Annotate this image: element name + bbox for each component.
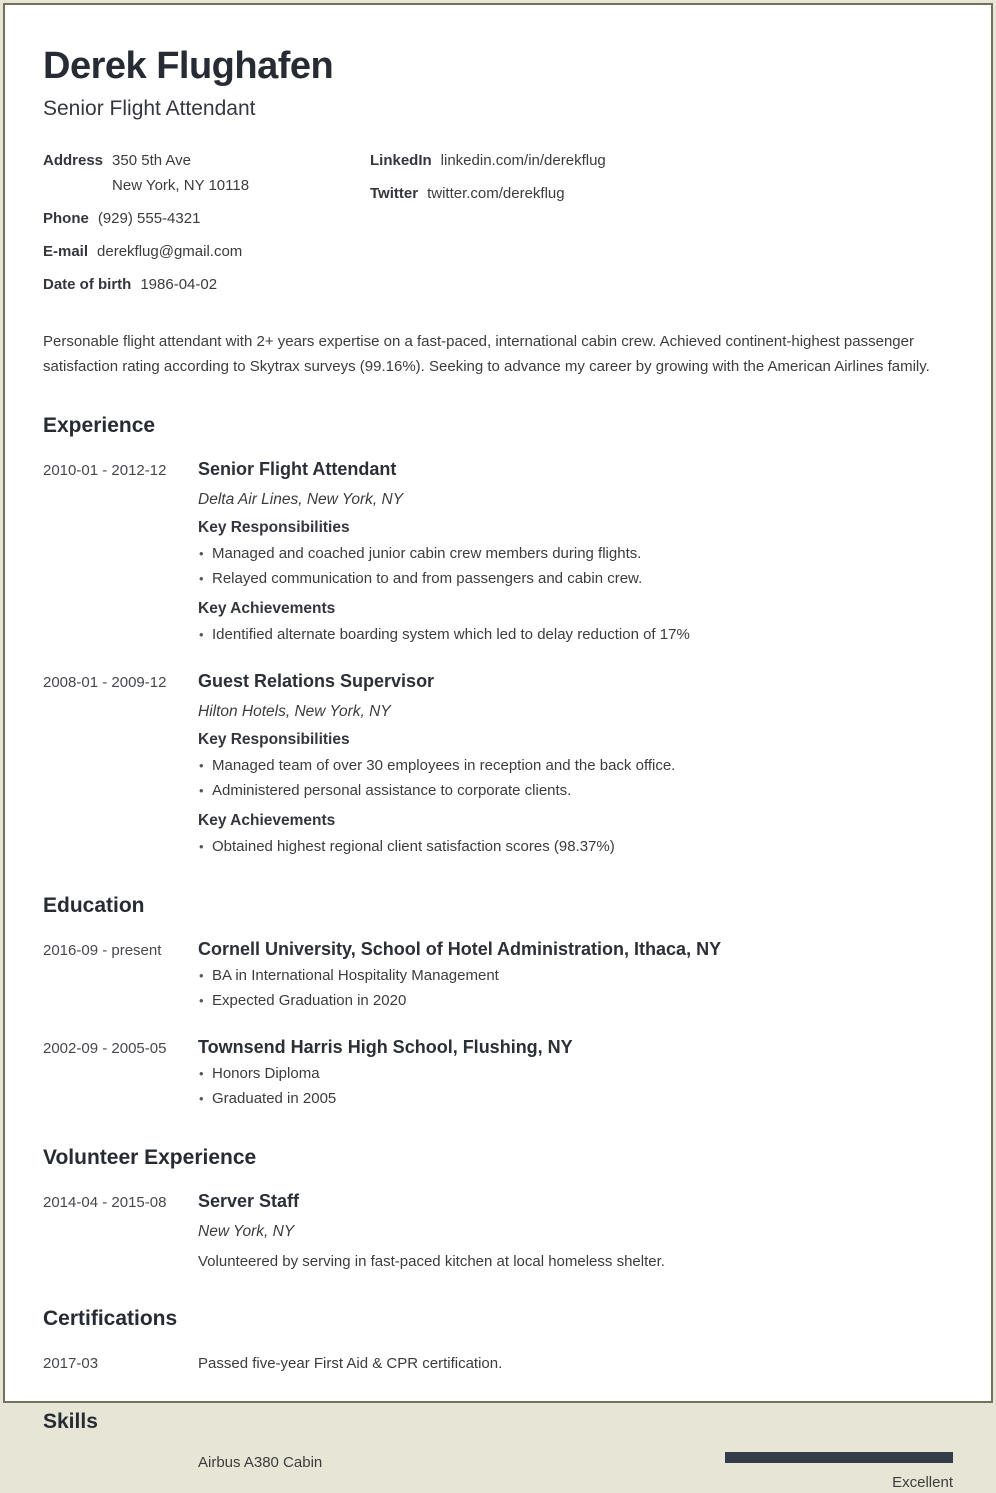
- bullet-item: • Identified alternate boarding system which led to delay reduction of 17%: [198, 622, 953, 647]
- contact-column-right: [370, 148, 953, 305]
- education-entry: [43, 1036, 953, 1111]
- skill-gutter: [43, 1452, 198, 1493]
- education-section: [43, 894, 953, 1111]
- linkedin-value: linkedin.com/in/derekflug: [440, 151, 606, 169]
- education-entries: [43, 938, 953, 1111]
- volunteer-entry: [43, 1190, 953, 1272]
- skill-level-bar-fill: [725, 1452, 953, 1463]
- bullet-item: • Honors Diploma: [198, 1061, 953, 1086]
- phone-value: (929) 555-4321: [97, 209, 201, 227]
- address-line1: 350 5th Ave: [112, 151, 191, 169]
- resume-header: [43, 45, 953, 121]
- skill-level-bar: [725, 1452, 953, 1463]
- address-line2: New York, NY 10118: [112, 176, 250, 194]
- experience-entry: [43, 670, 953, 859]
- bullet-item: • Managed team of over 30 employees in reception and the back office.: [198, 753, 953, 778]
- bullet-item: • Graduated in 2005: [198, 1086, 953, 1111]
- experience-entries: [43, 458, 953, 859]
- bullet-item: • Obtained highest regional client satisfaction scores (98.37%): [198, 834, 953, 859]
- volunteer-entries: [43, 1190, 953, 1272]
- achievements-label: Key Achievements: [198, 599, 336, 617]
- address-label: Address: [43, 151, 104, 169]
- certifications-section: [43, 1307, 953, 1375]
- skill-name: Airbus A380 Cabin: [198, 1454, 323, 1472]
- entry-title: Guest Relations Supervisor: [198, 670, 435, 691]
- bullet-item: • Managed and coached junior cabin crew members during flights.: [198, 541, 953, 566]
- entry-company: Delta Air Lines, New York, NY: [198, 490, 404, 508]
- entry-dates: 2014-04 - 2015-08: [43, 1194, 167, 1212]
- skill-level-label: Excellent: [892, 1474, 953, 1492]
- experience-heading: Experience: [43, 413, 156, 437]
- professional-summary: Personable flight attendant with 2+ years expertise on a fast-paced, international cabin crew. Achieved continent-highest passenger satisfaction rating according to Skytrax surveys (99.16%). Seeking to advance my career by growing with the American Airlines family.: [43, 332, 930, 375]
- responsibilities-list: [198, 753, 953, 803]
- entry-title: Cornell University, School of Hotel Administration, Ithaca, NY: [198, 939, 722, 960]
- skills-section: [43, 1410, 953, 1493]
- contact-column-left: [43, 148, 370, 305]
- volunteer-section: [43, 1146, 953, 1272]
- achievements-list: [198, 834, 953, 859]
- entry-title: Townsend Harris High School, Flushing, NY: [198, 1037, 573, 1058]
- education-bullets: [198, 1061, 953, 1111]
- contact-address-row: [43, 148, 370, 198]
- entry-description: Volunteered by serving in fast-paced kitchen at local homeless shelter.: [198, 1253, 665, 1271]
- dob-value: 1986-04-02: [140, 275, 218, 293]
- linkedin-label: LinkedIn: [370, 151, 432, 169]
- entry-dates: 2002-09 - 2005-05: [43, 1040, 167, 1058]
- entry-location: New York, NY: [198, 1223, 295, 1241]
- skill-meter: [725, 1452, 953, 1493]
- twitter-label: Twitter: [370, 184, 419, 202]
- person-job-title: Senior Flight Attendant: [43, 96, 256, 120]
- education-bullets: [198, 963, 953, 1013]
- experience-section: [43, 414, 953, 859]
- responsibilities-label: Key Responsibilities: [198, 518, 350, 536]
- dob-label: Date of birth: [43, 275, 132, 293]
- bullet-item: • BA in International Hospitality Management: [198, 963, 953, 988]
- experience-entry: [43, 458, 953, 647]
- contact-twitter-row: [370, 181, 953, 206]
- twitter-value: twitter.com/derekflug: [427, 184, 565, 202]
- bullet-item: • Administered personal assistance to corporate clients.: [198, 778, 953, 803]
- education-entry: [43, 938, 953, 1013]
- skill-row: [43, 1452, 953, 1493]
- responsibilities-list: [198, 541, 953, 591]
- email-label: E-mail: [43, 242, 89, 260]
- certification-entry: [43, 1351, 953, 1375]
- entry-dates: 2010-01 - 2012-12: [43, 461, 167, 479]
- responsibilities-label: Key Responsibilities: [198, 730, 350, 748]
- skills-heading: Skills: [43, 1410, 98, 1434]
- contact-dob-row: [43, 272, 370, 297]
- certification-entries: [43, 1351, 953, 1375]
- achievements-label: Key Achievements: [198, 811, 336, 829]
- phone-label: Phone: [43, 209, 89, 227]
- education-heading: Education: [43, 893, 145, 917]
- entry-dates: 2008-01 - 2009-12: [43, 673, 167, 691]
- bullet-item: • Relayed communication to and from passengers and cabin crew.: [198, 566, 953, 591]
- achievements-list: [198, 622, 953, 647]
- certification-description: Passed five-year First Aid & CPR certification.: [198, 1355, 503, 1373]
- contact-email-row: [43, 239, 370, 264]
- entry-dates: 2017-03: [43, 1355, 99, 1373]
- address-value: [112, 148, 249, 198]
- contact-phone-row: [43, 206, 370, 231]
- entry-dates: 2016-09 - present: [43, 942, 162, 960]
- contact-section: [43, 148, 953, 305]
- certifications-heading: Certifications: [43, 1307, 178, 1331]
- resume-page: [3, 3, 993, 1492]
- entry-company: Hilton Hotels, New York, NY: [198, 702, 391, 720]
- email-value: derekflug@gmail.com: [97, 242, 243, 260]
- entry-title: Senior Flight Attendant: [198, 458, 397, 479]
- bullet-item: • Expected Graduation in 2020: [198, 988, 953, 1013]
- volunteer-heading: Volunteer Experience: [43, 1146, 257, 1170]
- entry-title: Server Staff: [198, 1191, 300, 1212]
- person-name: Derek Flughafen: [43, 45, 334, 87]
- contact-linkedin-row: [370, 148, 953, 173]
